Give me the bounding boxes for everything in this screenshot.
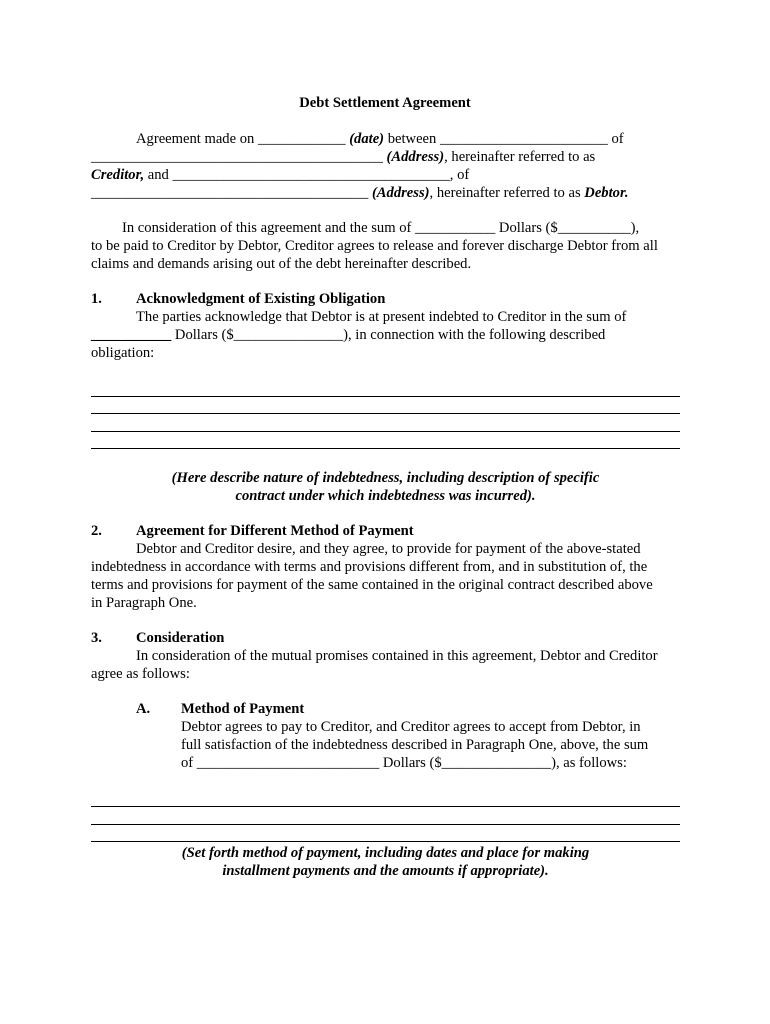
fill-in-line: [91, 806, 680, 807]
section-1-note-1: (Here describe nature of indebtedness, including description of specific: [171, 470, 600, 486]
section-1-line-3: obligation:: [91, 345, 155, 361]
consideration-line-2: to be paid to Creditor by Debtor, Creditor agrees to release and forever discharge Debtor from all: [91, 238, 658, 254]
document-title: Debt Settlement Agreement: [299, 95, 471, 111]
intro-text: ______________________________________: [91, 185, 372, 201]
section-3-number: 3.: [91, 630, 102, 646]
intro-text: between _______________________ of: [384, 131, 624, 147]
intro-text: ________________________________________: [91, 149, 387, 165]
fill-in-line: [91, 448, 680, 449]
section-1-heading: Acknowledgment of Existing Obligation: [136, 291, 386, 307]
section-1-line-1: The parties acknowledge that Debtor is at present indebted to Creditor in the sum of: [136, 309, 627, 325]
section-2-line-3: terms and provisions for payment of the same contained in the original contract described above: [91, 577, 653, 593]
subsection-a-heading: Method of Payment: [181, 701, 305, 717]
section-3-heading: Consideration: [136, 630, 225, 646]
section-3-note-1: (Set forth method of payment, including dates and place for making: [181, 845, 590, 861]
section-2-line-4: in Paragraph One.: [91, 595, 197, 611]
consideration-line-3: claims and demands arising out of the debt hereinafter described.: [91, 256, 472, 272]
amount-blank: ___________: [91, 327, 172, 343]
section-2-heading: Agreement for Different Method of Payment: [136, 523, 414, 539]
intro-line-2: [91, 148, 595, 166]
creditor-label: Creditor,: [91, 167, 145, 183]
section-1-number: 1.: [91, 291, 102, 307]
consideration-line-1: In consideration of this agreement and the sum of ___________ Dollars ($__________),: [122, 220, 640, 236]
debtor-label: Debtor.: [584, 185, 629, 201]
subsection-a-line-2: full satisfaction of the indebtedness described in Paragraph One, above, the sum: [181, 737, 649, 753]
section-2-line-1: Debtor and Creditor desire, and they agree, to provide for payment of the above-stated: [136, 541, 641, 557]
fill-in-line: [91, 824, 680, 825]
subsection-a-letter: A.: [136, 701, 151, 717]
subsection-a-line-1: Debtor agrees to pay to Creditor, and Creditor agrees to accept from Debtor, in: [181, 719, 641, 735]
intro-line-1: [136, 130, 624, 148]
address-label: (Address): [386, 149, 445, 165]
intro-text: and ______________________________________, of: [144, 167, 470, 183]
subsection-a-line-3: of _________________________ Dollars ($_______________), as follows:: [181, 755, 627, 771]
address-label: (Address): [371, 185, 430, 201]
section-3-note-2: installment payments and the amounts if appropriate).: [222, 863, 549, 879]
section-3-line-2: agree as follows:: [91, 666, 190, 682]
intro-line-3: [91, 166, 469, 184]
section-2-number: 2.: [91, 523, 102, 539]
intro-line-4: [91, 184, 628, 202]
fill-in-line: [91, 841, 680, 842]
section-2-line-2: indebtedness in accordance with terms and provisions different from, and in substitution of, the: [91, 559, 648, 575]
section-1-text: Dollars ($_______________), in connection with the following described: [171, 327, 606, 343]
fill-in-line: [91, 413, 680, 414]
intro-text: Agreement made on ____________: [136, 131, 350, 147]
section-1-note-2: contract under which indebtedness was incurred).: [235, 488, 536, 504]
fill-in-line: [91, 396, 680, 397]
intro-text: , hereinafter referred to as: [429, 185, 585, 201]
intro-text: , hereinafter referred to as: [444, 149, 596, 165]
fill-in-line: [91, 431, 680, 432]
section-1-line-2: [91, 326, 605, 344]
date-label: (date): [349, 131, 385, 147]
section-3-line-1: In consideration of the mutual promises contained in this agreement, Debtor and Creditor: [136, 648, 658, 664]
